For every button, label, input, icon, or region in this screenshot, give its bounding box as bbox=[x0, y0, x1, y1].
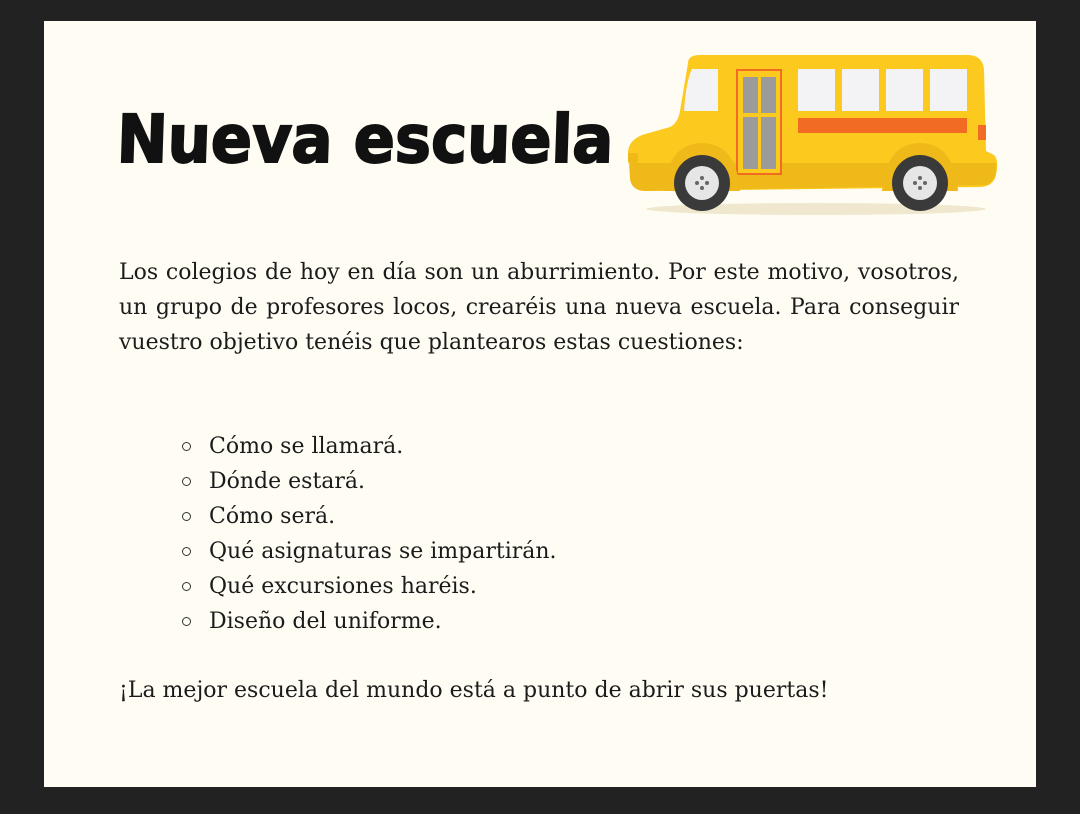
hollow-circle-bullet-icon bbox=[182, 512, 191, 521]
list-item-text: Diseño del uniforme. bbox=[209, 609, 442, 634]
questions-list bbox=[164, 429, 557, 639]
list-item bbox=[164, 464, 557, 499]
list-item-text: Cómo se llamará. bbox=[209, 434, 404, 459]
hollow-circle-bullet-icon bbox=[182, 582, 191, 591]
list-item bbox=[164, 604, 557, 639]
list-item bbox=[164, 429, 557, 464]
hollow-circle-bullet-icon bbox=[182, 547, 191, 556]
document-page bbox=[44, 21, 1036, 787]
list-item-text: Dónde estará. bbox=[209, 469, 366, 494]
list-item-text: Qué excursiones haréis. bbox=[209, 574, 477, 599]
list-item bbox=[164, 534, 557, 569]
list-item-text: Cómo será. bbox=[209, 504, 336, 529]
hollow-circle-bullet-icon bbox=[182, 617, 191, 626]
closing-sentence: ¡La mejor escuela del mundo está a punto de abrir sus puertas! bbox=[119, 678, 829, 703]
hollow-circle-bullet-icon bbox=[182, 477, 191, 486]
hollow-circle-bullet-icon bbox=[182, 442, 191, 451]
list-item bbox=[164, 569, 557, 604]
school-bus-icon bbox=[626, 51, 1000, 216]
list-item-text: Qué asignaturas se impartirán. bbox=[209, 539, 557, 564]
page-title: Nueva escuela bbox=[115, 101, 615, 178]
intro-paragraph: Los colegios de hoy en día son un aburrimiento. Por este motivo, vosotros, un grupo de profesores locos, crearéis una nueva escuela. Para conseguir vuestro objetivo tenéis que plantearos estas cuestiones: bbox=[119, 260, 959, 355]
list-item bbox=[164, 499, 557, 534]
